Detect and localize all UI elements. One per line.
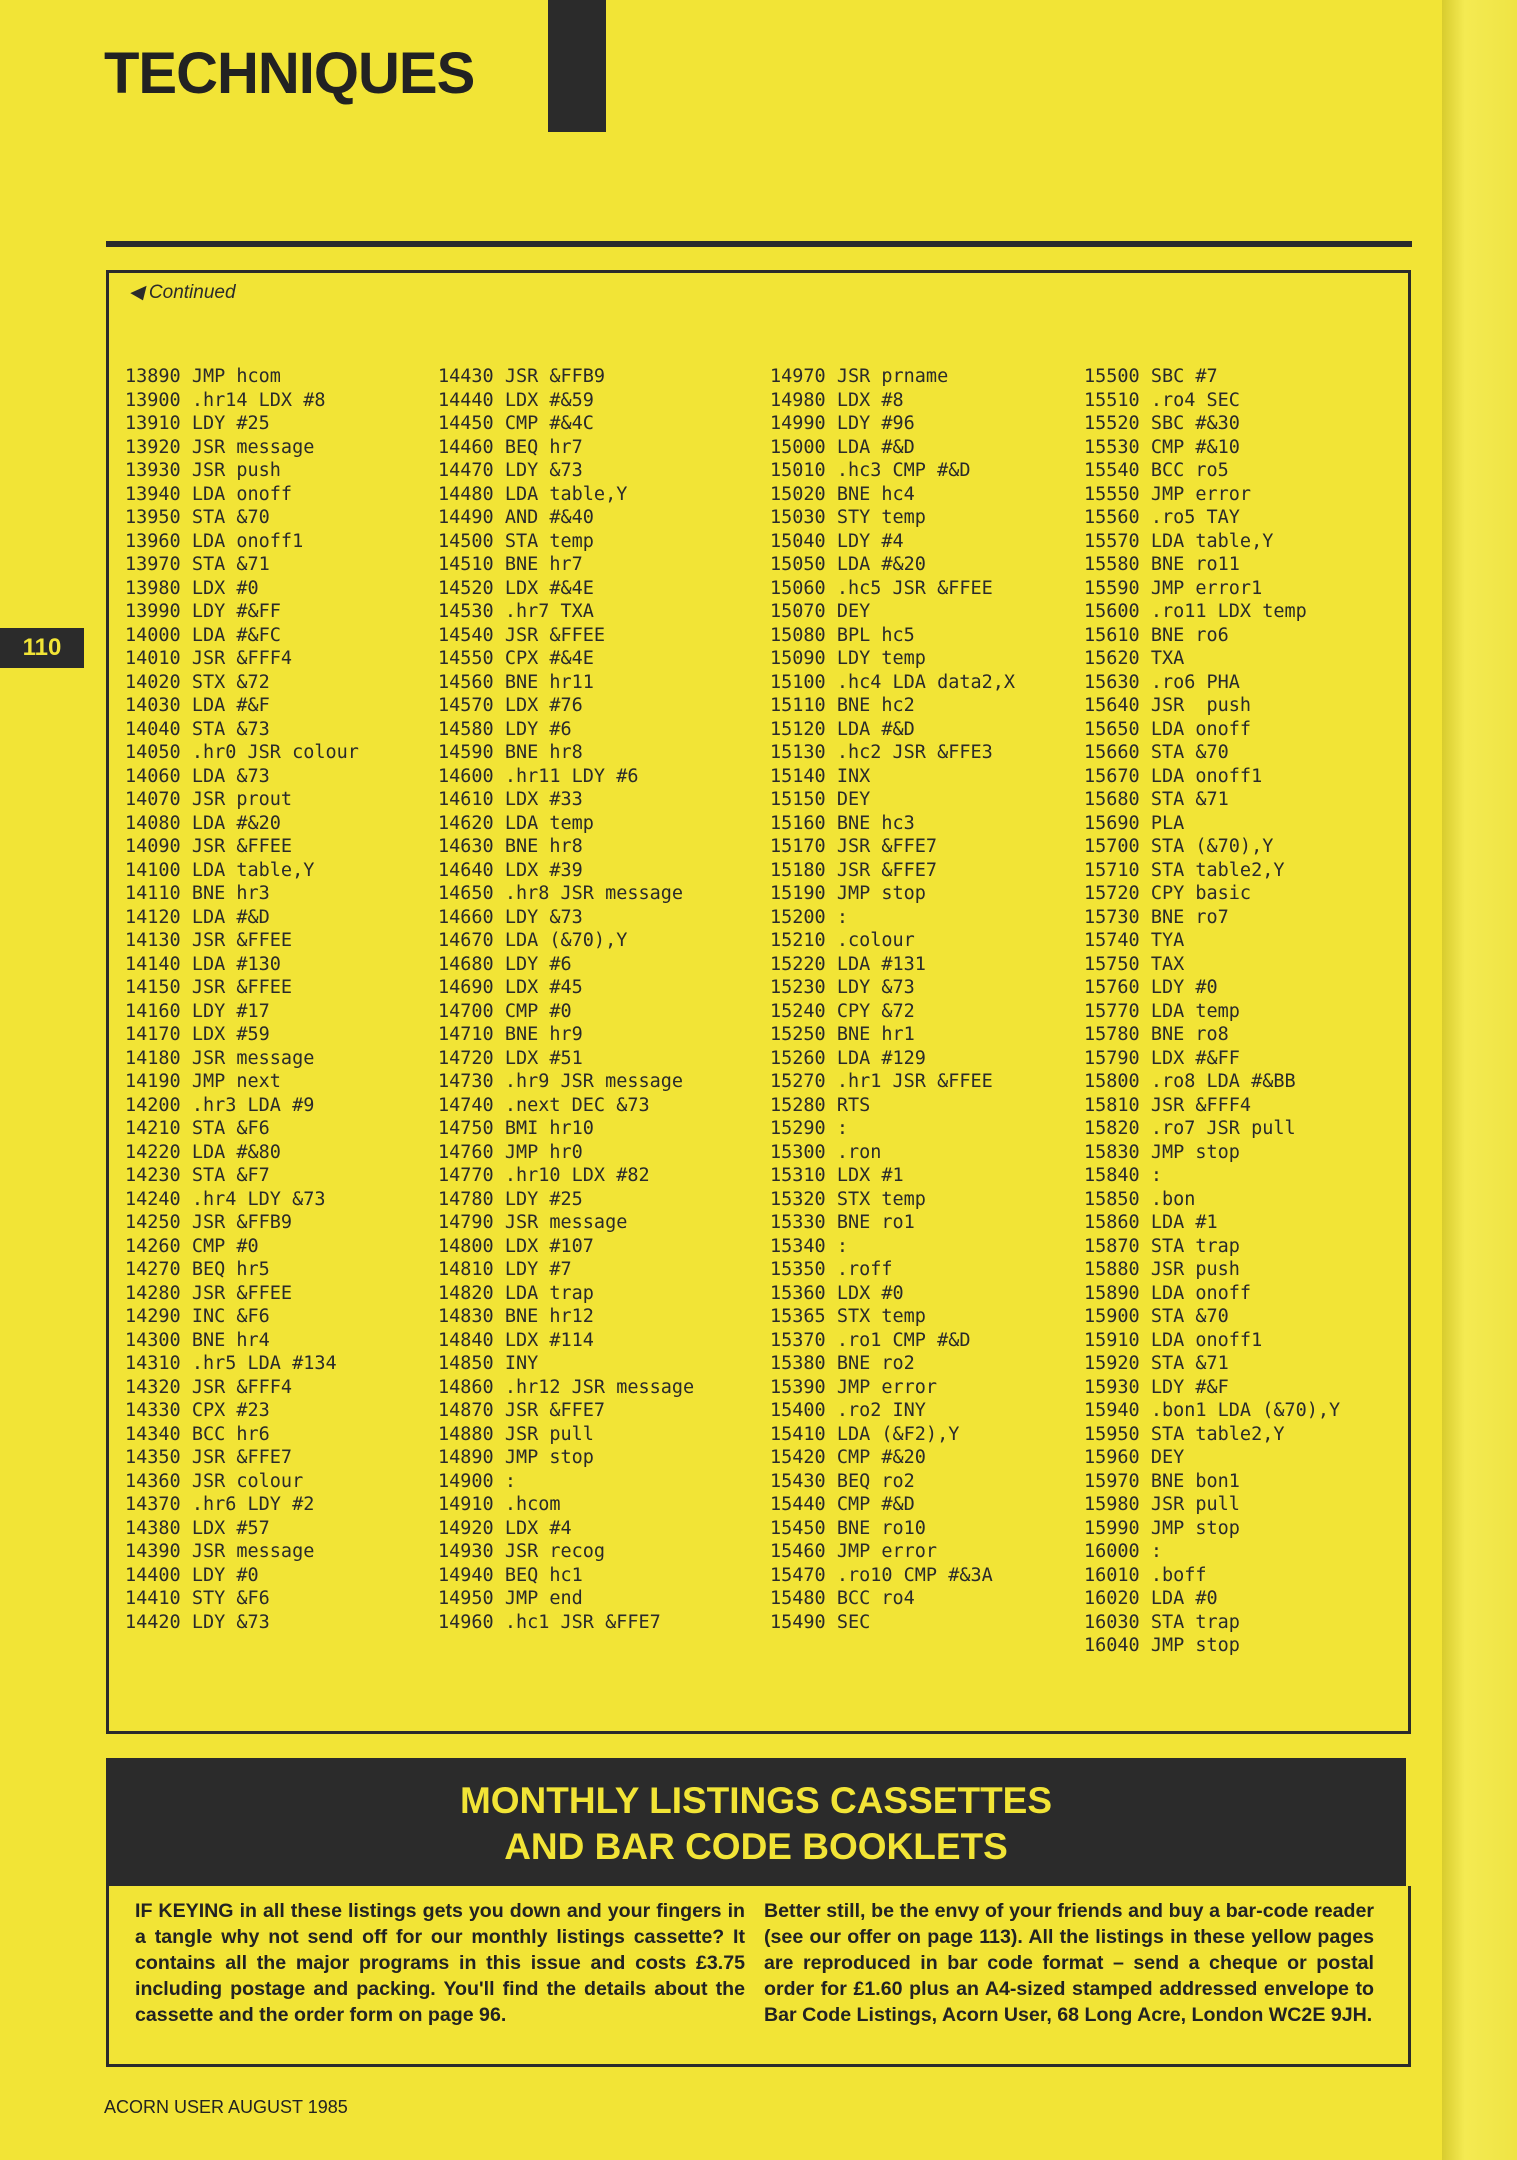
code-line: 14710 BNE hr9 (438, 1024, 583, 1045)
code-line: 15380 BNE ro2 (770, 1353, 915, 1374)
code-line: 14270 BEQ hr5 (125, 1259, 270, 1280)
code-line: 15840 : (1084, 1165, 1162, 1186)
code-line: 15970 BNE bon1 (1084, 1470, 1240, 1492)
code-line: 15450 BNE ro10 (770, 1517, 926, 1539)
code-line: 14460 BEQ hr7 (438, 436, 583, 458)
code-line: 15930 LDY #&F (1084, 1376, 1229, 1398)
code-line: 14090 JSR &FFEE (125, 836, 293, 857)
code-line: 14420 LDY &73 (125, 1611, 270, 1633)
code-line: 15390 JMP error (770, 1376, 938, 1398)
code-line: 14740 .next DEC &73 (438, 1094, 650, 1116)
code-line: 14680 LDY #6 (438, 953, 572, 975)
code-line: 15580 BNE ro11 (1084, 554, 1240, 575)
code-line: 15520 SBC #&30 (1084, 413, 1240, 434)
code-line: 15080 BPL hc5 (770, 624, 915, 646)
code-line: 14210 STA &F6 (125, 1118, 270, 1139)
code-line: 14410 STY &F6 (125, 1588, 270, 1609)
left-triangle-arrow-icon: ◀ (129, 282, 144, 303)
code-line: 15830 JMP stop (1084, 1141, 1240, 1163)
code-line: 15260 LDA #129 (770, 1047, 926, 1069)
code-line: 15800 .ro8 LDA #&BB (1084, 1071, 1296, 1092)
code-column-3 (770, 365, 1015, 1634)
code-line: 14520 LDX #&4E (438, 577, 594, 599)
code-line: 14880 JSR pull (438, 1423, 594, 1445)
code-line: 14530 .hr7 TXA (438, 601, 594, 622)
code-line: 14190 JMP next (125, 1071, 281, 1092)
code-line: 13990 LDY #&FF (125, 601, 281, 622)
code-line: 14650 .hr8 JSR message (438, 883, 684, 904)
code-line: 15250 BNE hr1 (770, 1024, 915, 1045)
code-line: 14370 .hr6 LDY #2 (125, 1494, 315, 1515)
code-line: 15130 .hc2 JSR &FFE3 (770, 742, 993, 763)
code-line: 15880 JSR push (1084, 1259, 1240, 1280)
code-line: 15470 .ro10 CMP #&3A (770, 1564, 993, 1586)
code-line: 14660 LDY &73 (438, 906, 583, 928)
code-line: 15070 DEY (770, 601, 871, 622)
code-line: 15750 TAX (1084, 953, 1185, 975)
code-line: 15200 : (770, 906, 848, 928)
code-line: 15460 JMP error (770, 1541, 938, 1562)
code-line: 14560 BNE hr11 (438, 671, 594, 693)
code-line: 15160 BNE hc3 (770, 812, 915, 834)
code-line: 15370 .ro1 CMP #&D (770, 1329, 971, 1351)
code-line: 15740 TYA (1084, 930, 1185, 951)
code-line: 15060 .hc5 JSR &FFEE (770, 577, 993, 599)
code-line: 15570 LDA table,Y (1084, 530, 1274, 552)
code-line: 14870 JSR &FFE7 (438, 1400, 606, 1421)
code-line: 15190 JMP stop (770, 883, 926, 904)
code-line: 15660 STA &70 (1084, 742, 1229, 763)
promo-box (106, 1886, 1411, 2067)
code-line: 13960 LDA onoff1 (125, 530, 304, 552)
code-line: 15900 STA &70 (1084, 1306, 1229, 1327)
code-line: 14360 JSR colour (125, 1470, 304, 1492)
code-line: 14490 AND #&40 (438, 507, 594, 528)
header-bar (548, 0, 606, 132)
code-line: 13980 LDX #0 (125, 577, 259, 599)
code-line: 14290 INC &F6 (125, 1306, 270, 1327)
code-line: 15000 LDA #&D (770, 436, 915, 458)
code-line: 15340 : (770, 1235, 848, 1257)
code-line: 14620 LDA temp (438, 812, 594, 834)
code-line: 14380 LDX #57 (125, 1517, 270, 1539)
code-line: 15870 STA trap (1084, 1235, 1240, 1257)
code-line: 14130 JSR &FFEE (125, 930, 293, 951)
code-line: 14060 LDA &73 (125, 765, 270, 787)
code-line: 15920 STA &71 (1084, 1353, 1229, 1374)
code-line: 15560 .ro5 TAY (1084, 507, 1240, 528)
code-line: 14540 JSR &FFEE (438, 624, 606, 646)
code-line: 14240 .hr4 LDY &73 (125, 1188, 326, 1210)
code-line: 16020 LDA #0 (1084, 1588, 1218, 1609)
code-line: 15760 LDY #0 (1084, 977, 1218, 998)
code-line: 15420 CMP #&20 (770, 1447, 926, 1468)
code-line: 15810 JSR &FFF4 (1084, 1094, 1252, 1116)
code-line: 14610 LDX #33 (438, 789, 583, 810)
code-line: 16040 JMP stop (1084, 1635, 1240, 1656)
code-line: 15770 LDA temp (1084, 1000, 1240, 1022)
code-line: 14790 JSR message (438, 1212, 628, 1233)
code-line: 15540 BCC ro5 (1084, 460, 1229, 481)
code-line: 15330 BNE ro1 (770, 1212, 915, 1233)
code-line: 15280 RTS (770, 1094, 871, 1116)
code-line: 14400 LDY #0 (125, 1564, 259, 1586)
code-line: 14970 JSR prname (770, 366, 949, 387)
code-line: 14730 .hr9 JSR message (438, 1071, 684, 1092)
code-line: 15180 JSR &FFE7 (770, 859, 938, 881)
code-line: 14000 LDA #&FC (125, 624, 281, 646)
code-line: 15365 STX temp (770, 1306, 926, 1327)
code-line: 14840 LDX #114 (438, 1329, 594, 1351)
code-line: 14050 .hr0 JSR colour (125, 742, 359, 763)
code-line: 15010 .hc3 CMP #&D (770, 460, 971, 481)
code-column-1 (125, 365, 359, 1634)
code-line: 14080 LDA #&20 (125, 812, 281, 834)
section-title: TECHNIQUES (104, 41, 475, 106)
code-line: 15820 .ro7 JSR pull (1084, 1118, 1296, 1139)
code-line: 15650 LDA onoff (1084, 718, 1252, 740)
code-line: 15400 .ro2 INY (770, 1400, 926, 1421)
code-line: 15430 BEQ ro2 (770, 1470, 915, 1492)
code-line: 13950 STA &70 (125, 507, 270, 528)
code-line: 14070 JSR prout (125, 789, 293, 810)
code-line: 14150 JSR &FFEE (125, 977, 293, 998)
code-line: 15670 LDA onoff1 (1084, 765, 1263, 787)
code-line: 14250 JSR &FFB9 (125, 1212, 293, 1233)
code-line: 14300 BNE hr4 (125, 1329, 270, 1351)
code-line: 13970 STA &71 (125, 554, 270, 575)
code-line: 15990 JMP stop (1084, 1517, 1240, 1539)
code-line: 15090 LDY temp (770, 648, 926, 669)
code-line: 15170 JSR &FFE7 (770, 836, 938, 857)
code-line: 14830 BNE hr12 (438, 1306, 594, 1327)
page-number-tab: 110 (0, 628, 84, 668)
code-line: 15690 PLA (1084, 812, 1185, 834)
code-line: 15640 JSR push (1084, 695, 1252, 716)
code-line: 15710 STA table2,Y (1084, 859, 1285, 881)
continued-text: Continued (148, 282, 236, 303)
code-line: 14280 JSR &FFEE (125, 1282, 293, 1304)
code-line: 15950 STA table2,Y (1084, 1423, 1285, 1445)
code-line: 14600 .hr11 LDY #6 (438, 765, 639, 787)
code-line: 15790 LDX #&FF (1084, 1047, 1240, 1069)
code-line: 15140 INX (770, 765, 871, 787)
code-line: 14200 .hr3 LDA #9 (125, 1094, 315, 1116)
continued-label (129, 281, 236, 304)
code-line: 14430 JSR &FFB9 (438, 366, 606, 387)
code-line: 14640 LDX #39 (438, 859, 583, 881)
code-line: 14770 .hr10 LDX #82 (438, 1165, 650, 1186)
code-line: 15590 JMP error1 (1084, 577, 1263, 599)
code-line: 15350 .roff (770, 1259, 893, 1280)
code-line: 13890 JMP hcom (125, 366, 281, 387)
code-line: 15600 .ro11 LDX temp (1084, 601, 1307, 622)
code-line: 15530 CMP #&10 (1084, 436, 1240, 458)
code-line: 15550 JMP error (1084, 483, 1252, 505)
code-line: 14570 LDX #76 (438, 695, 583, 716)
code-line: 15360 LDX #0 (770, 1282, 904, 1304)
code-line: 14030 LDA #&F (125, 695, 270, 716)
banner-line-1: MONTHLY LISTINGS CASSETTES (459, 1780, 1053, 1821)
code-line: 14670 LDA (&70),Y (438, 930, 628, 951)
code-line: 15030 STY temp (770, 507, 926, 528)
code-line: 15310 LDX #1 (770, 1165, 904, 1186)
code-line: 14330 CPX #23 (125, 1400, 270, 1421)
code-line: 14980 LDX #8 (770, 389, 904, 411)
code-line: 14390 JSR message (125, 1541, 315, 1562)
page-footer: ACORN USER AUGUST 1985 (104, 2097, 348, 2117)
code-line: 15270 .hr1 JSR &FFEE (770, 1071, 993, 1092)
code-line: 15300 .ron (770, 1141, 882, 1163)
code-line: 14990 LDY #96 (770, 413, 915, 434)
code-line: 13900 .hr14 LDX #8 (125, 389, 326, 411)
code-line: 15860 LDA #1 (1084, 1212, 1218, 1233)
code-line: 15240 CPY &72 (770, 1000, 915, 1022)
code-line: 16030 STA trap (1084, 1611, 1240, 1633)
code-line: 15630 .ro6 PHA (1084, 671, 1240, 693)
code-line: 14120 LDA #&D (125, 906, 270, 928)
code-line: 14780 LDY #25 (438, 1188, 583, 1210)
code-line: 14630 BNE hr8 (438, 836, 583, 857)
code-line: 14340 BCC hr6 (125, 1423, 270, 1445)
code-line: 15020 BNE hc4 (770, 483, 915, 505)
code-line: 15850 .bon (1084, 1188, 1196, 1210)
code-line: 14580 LDY #6 (438, 718, 572, 740)
code-line: 15730 BNE ro7 (1084, 906, 1229, 928)
code-line: 15120 LDA #&D (770, 718, 915, 740)
code-line: 15220 LDA #131 (770, 953, 926, 975)
page-edge (1442, 0, 1517, 2160)
code-line: 15510 .ro4 SEC (1084, 389, 1240, 411)
code-line: 14930 JSR recog (438, 1541, 606, 1562)
code-line: 14860 .hr12 JSR message (438, 1376, 695, 1398)
promo-barcode-text: Better still, be the envy of your friends and buy a bar-code reader (see our offer on page 113). All the listings in these yellow pages are reproduced in bar code format – send a cheque or postal order for £1.60 plus an A4-sized stamped addressed envelope to Bar Code Listings, Acorn User, 68 Long Acre, London WC2E 9JH. (764, 1900, 1374, 2026)
code-line: 14960 .hc1 JSR &FFE7 (438, 1611, 661, 1633)
code-line: 14810 LDY #7 (438, 1259, 572, 1280)
code-line: 15980 JSR pull (1084, 1494, 1240, 1515)
promo-cassette-text: IF KEYING in all these listings gets you down and your fingers in a tangle why not send off for our monthly listings cassette? It contains all the major programs in this issue and costs £3.75 including postage and packing. You'll find the details about the cassette and the order form on page 96. (135, 1900, 745, 2026)
code-line: 14440 LDX #&59 (438, 389, 594, 411)
code-line: 15910 LDA onoff1 (1084, 1329, 1263, 1351)
code-line: 15960 DEY (1084, 1447, 1185, 1468)
code-line: 14220 LDA #&80 (125, 1141, 281, 1163)
code-line: 14910 .hcom (438, 1494, 561, 1515)
code-line: 14940 BEQ hc1 (438, 1564, 583, 1586)
code-line: 14020 STX &72 (125, 671, 270, 693)
code-line: 15150 DEY (770, 789, 871, 810)
code-line: 15610 BNE ro6 (1084, 624, 1229, 646)
top-rule (106, 241, 1412, 247)
code-line: 15940 .bon1 LDA (&70),Y (1084, 1400, 1341, 1421)
code-line: 15100 .hc4 LDA data2,X (770, 671, 1016, 693)
code-line: 14850 INY (438, 1353, 539, 1374)
code-line: 14750 BMI hr10 (438, 1118, 594, 1139)
code-line: 14040 STA &73 (125, 718, 270, 740)
code-line: 13920 JSR message (125, 436, 315, 458)
code-line: 15700 STA (&70),Y (1084, 836, 1274, 857)
code-line: 15320 STX temp (770, 1188, 926, 1210)
code-line: 13910 LDY #25 (125, 413, 270, 434)
code-line: 14100 LDA table,Y (125, 859, 315, 881)
code-line: 14510 BNE hr7 (438, 554, 583, 575)
code-line: 14820 LDA trap (438, 1282, 594, 1304)
code-line: 14480 LDA table,Y (438, 483, 628, 505)
code-line: 16010 .boff (1084, 1564, 1207, 1586)
code-line: 14500 STA temp (438, 530, 594, 552)
code-line: 16000 : (1084, 1541, 1162, 1562)
code-column-4 (1084, 365, 1340, 1658)
code-line: 14720 LDX #51 (438, 1047, 583, 1069)
code-line: 14590 BNE hr8 (438, 742, 583, 763)
code-line: 14320 JSR &FFF4 (125, 1376, 293, 1398)
code-line: 15780 BNE ro8 (1084, 1024, 1229, 1045)
code-column-2 (438, 365, 694, 1634)
code-line: 14690 LDX #45 (438, 977, 583, 998)
code-line: 14950 JMP end (438, 1588, 583, 1609)
code-line: 15620 TXA (1084, 648, 1185, 669)
listings-banner (106, 1758, 1406, 1886)
code-line: 14890 JMP stop (438, 1447, 594, 1468)
code-line: 14760 JMP hr0 (438, 1141, 583, 1163)
code-line: 14180 JSR message (125, 1047, 315, 1069)
code-line: 15410 LDA (&F2),Y (770, 1423, 960, 1445)
code-line: 15290 : (770, 1118, 848, 1139)
code-line: 15680 STA &71 (1084, 789, 1229, 810)
code-line: 13930 JSR push (125, 460, 281, 481)
code-line: 14010 JSR &FFF4 (125, 648, 293, 669)
code-line: 15040 LDY #4 (770, 530, 904, 552)
code-line: 15210 .colour (770, 930, 915, 951)
code-line: 14920 LDX #4 (438, 1517, 572, 1539)
code-line: 14470 LDY &73 (438, 460, 583, 481)
code-line: 14450 CMP #&4C (438, 413, 594, 434)
code-listing-box (106, 270, 1411, 1734)
code-line: 14260 CMP #0 (125, 1235, 259, 1257)
code-line: 14350 JSR &FFE7 (125, 1447, 293, 1468)
code-line: 14900 : (438, 1470, 516, 1492)
code-line: 15110 BNE hc2 (770, 695, 915, 716)
code-line: 14160 LDY #17 (125, 1000, 270, 1022)
code-line: 14800 LDX #107 (438, 1235, 594, 1257)
code-line: 14170 LDX #59 (125, 1024, 270, 1045)
code-line: 14550 CPX #&4E (438, 648, 594, 669)
banner-line-2: AND BAR CODE BOOKLETS (504, 1826, 1008, 1867)
code-line: 15230 LDY &73 (770, 977, 915, 998)
code-line: 15480 BCC ro4 (770, 1588, 915, 1609)
code-line: 14110 BNE hr3 (125, 883, 270, 904)
code-line: 13940 LDA onoff (125, 483, 293, 505)
code-line: 15440 CMP #&D (770, 1494, 915, 1515)
code-line: 14700 CMP #0 (438, 1000, 572, 1022)
code-line: 15050 LDA #&20 (770, 554, 926, 575)
code-line: 14230 STA &F7 (125, 1165, 270, 1186)
code-line: 14140 LDA #130 (125, 953, 281, 975)
code-line: 14310 .hr5 LDA #134 (125, 1353, 337, 1374)
code-line: 15500 SBC #7 (1084, 366, 1218, 387)
code-line: 15890 LDA onoff (1084, 1282, 1252, 1304)
code-line: 15490 SEC (770, 1611, 871, 1633)
code-line: 15720 CPY basic (1084, 883, 1252, 904)
